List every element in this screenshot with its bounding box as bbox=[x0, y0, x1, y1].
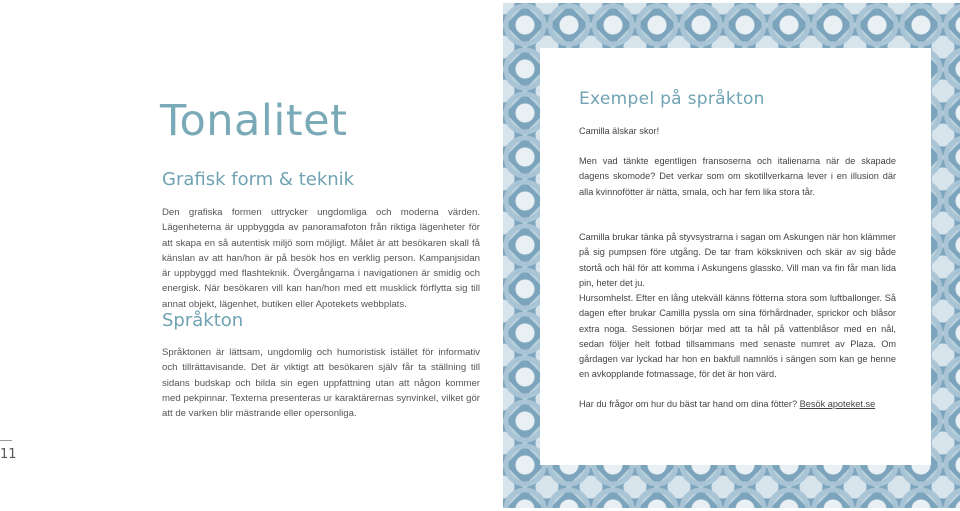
section-body-sprakton: Språktonen är lättsam, ungdomlig och humoristisk istället för informativ och tillrättavisande. Det är viktigt att besökaren själv får ta ställning till sidans budskap och bilda sin egen uppfattning utan att någon kommer med pekpinnar. Texterna presenteras ur karaktärernas synvinkel, vilket gör att de varken blir mästrande eller opersonliga. bbox=[162, 347, 480, 420]
section-heading-grafisk-form: Grafisk form & teknik bbox=[162, 169, 355, 190]
card-paragraph-1: Camilla älskar skor! bbox=[579, 126, 660, 136]
card-paragraph-2: Men vad tänkte egentligen fransoserna och italienarna när de skapade dagens skomode? Det verkar som om skotillverkarna lever i en illusion där alla kvinnofötter är nätta, smala, och har fem lika stora tår. bbox=[579, 156, 896, 197]
card-title: Exempel på språkton bbox=[579, 89, 765, 109]
card-paragraph-5 bbox=[579, 397, 896, 412]
card-paragraph-4: Hursomhelst. Efter en lång utekväll känns fötterna stora som luftballonger. Så dagen efter brukar Camilla pyssla om sina förhårdnader, sprickor och blåsor extra noga. Sessionen börjar med att ta hål på vattenblåsor med en nål, sedan följer helt fotbad tillsammans med senaste numret av Plaza. Om gårdagen var lyckad har hon en bakfull namnlös i sängen som kan ge henne en avkopplande fotmassage, för det är hon värd. bbox=[579, 293, 896, 380]
section-body-grafisk-form: Den grafiska formen uttrycker ungdomliga och moderna värden. Lägenheterna är uppbyggda av panoramafoton från riktiga lägenheter för att skapa en så autentisk miljö som möjligt. Målet är att besökaren skall få känslan av att han/hon är på besök hos en verklig person. Kampanjsidan är uppbyggd med flashteknik. Övergångarna i navigationen är smidig och energisk. När besökaren vill kan han/hon med ett musklick förflytta sig till annat objekt, lägenhet, butiken eller Apotekets webbplats. bbox=[162, 207, 480, 310]
card-question: Har du frågor om hur du bäst tar hand om dina fötter? bbox=[579, 399, 800, 409]
page-title: Tonalitet bbox=[160, 96, 348, 146]
page-number-rule bbox=[0, 440, 12, 441]
apoteket-link[interactable]: Besök apoteket.se bbox=[799, 399, 876, 409]
page-number: 11 bbox=[0, 447, 17, 462]
card-paragraph-3: Camilla brukar tänka på styvsystrarna i sagan om Askungen när hon klämmer på sig pumpsen före utgång. De tar fram kökskniven och skär av sig både stortå och häl för att komma i Askungens glasskо. Vill man va fin får man lida pin, heter det ju. bbox=[579, 232, 896, 288]
section-heading-sprakton: Språkton bbox=[162, 310, 244, 331]
